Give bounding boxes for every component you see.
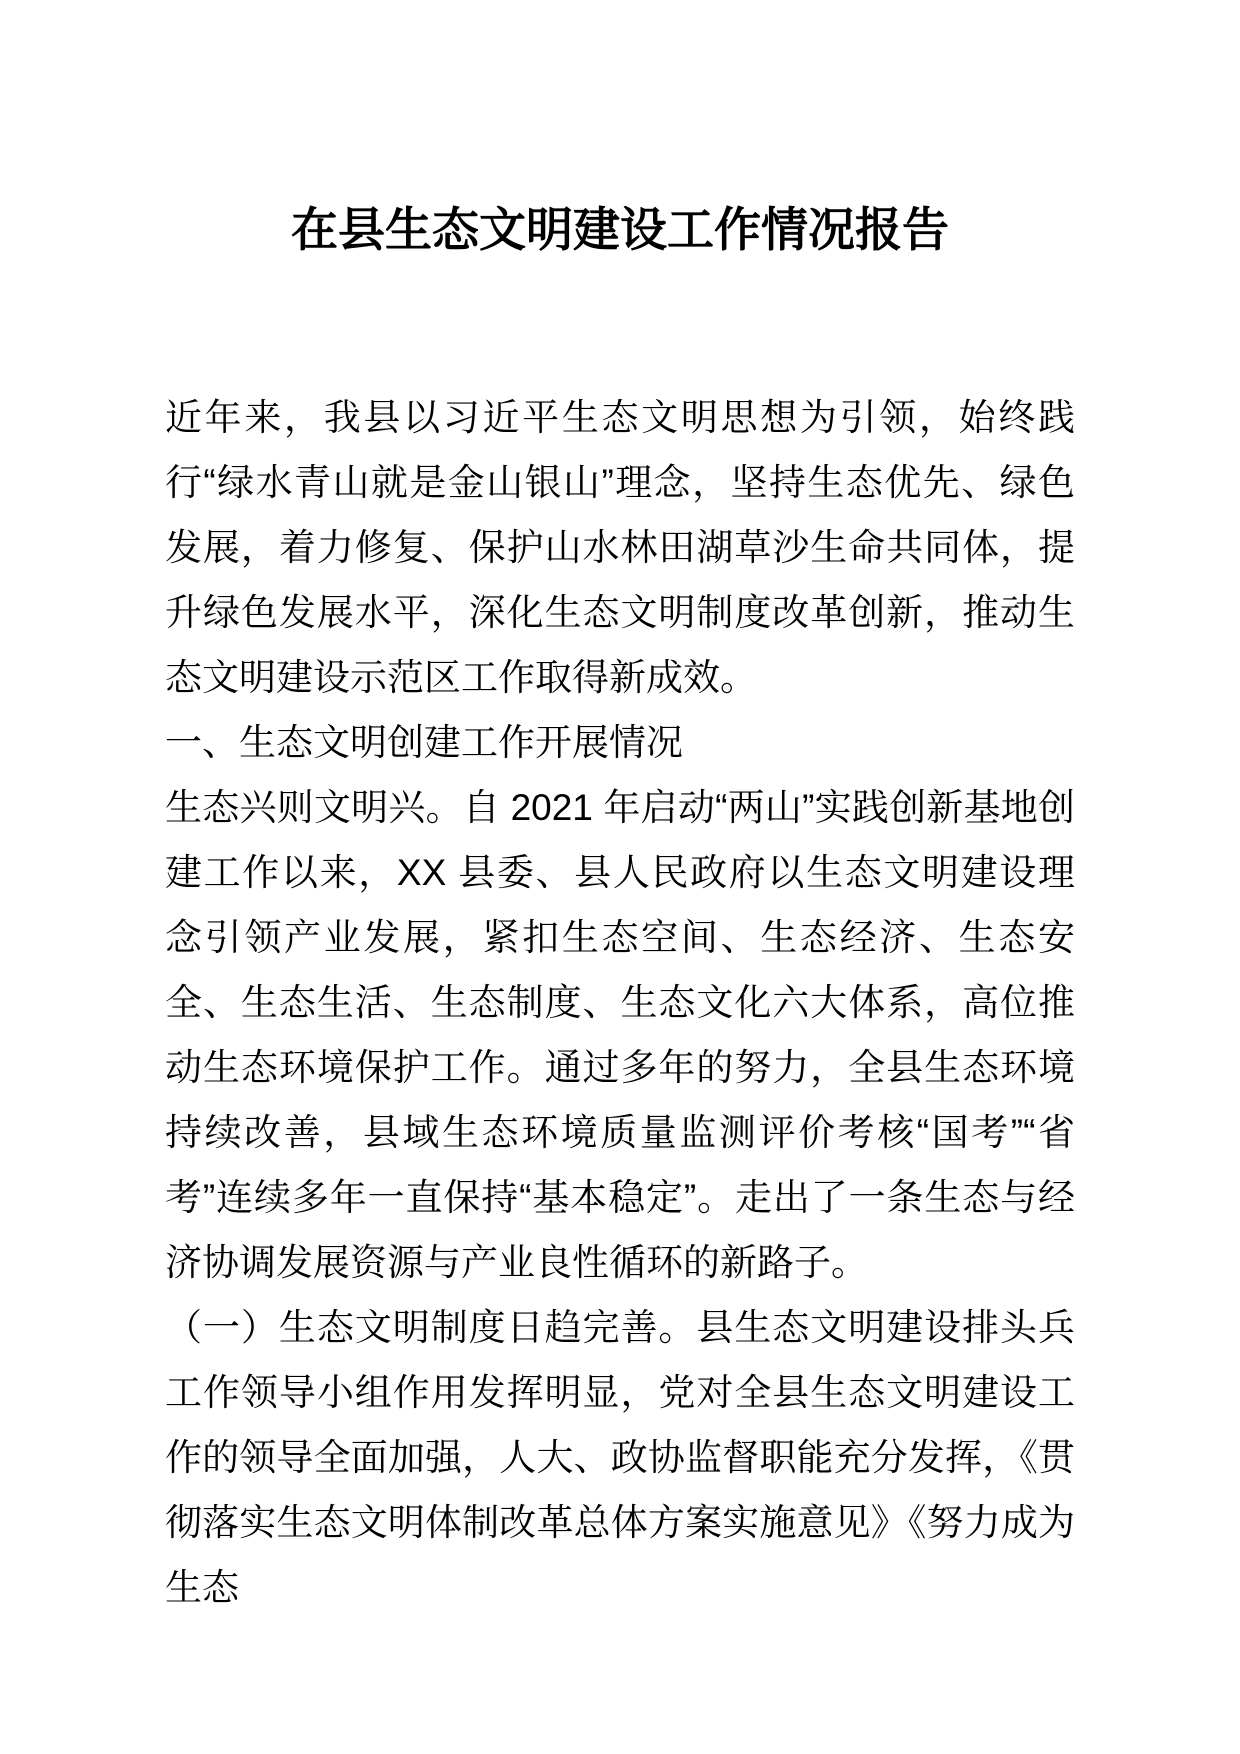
paragraph-intro: 近年来，我县以习近平生态文明思想为引领，始终践行“绿水青山就是金山银山”理念，坚持生态优先、绿色发展，着力修复、保护山水林田湖草沙生命共同体，提升绿色发展水平，深化生态文明制度改革创新，推动生态文明建设示范区工作取得新成效。 [165, 397, 1075, 698]
document-content [165, 195, 1075, 1620]
document-title: 在县生态文明建设工作情况报告 [291, 203, 949, 256]
paragraph-subsection-1-1: （一）生态文明制度日趋完善。县生态文明建设排头兵工作领导小组作用发挥明显，党对全县生态文明建设工作的领导全面加强，人大、政协监督职能充分发挥，《贯彻落实生态文明体制改革总体方案实施意见》《努力成为生态 [165, 1307, 1075, 1608]
paragraph-section-1-body: 生态兴则文明兴。自 2021 年启动“两山”实践创新基地创建工作以来，XX 县委、县人民政府以生态文明建设理念引领产业发展，紧扣生态空间、生态经济、生态安全、生态生活、生态制度、生态文化六大体系，高位推动生态环境保护工作。通过多年的努力，全县生态环境持续改善，县域生态环境质量监测评价考核“国考”“省考”连续多年一直保持“基本稳定”。走出了一条生态与经济协调发展资源与产业良性循环的新路子。 [165, 787, 1075, 1283]
section-heading-1: 一、生态文明创建工作开展情况 [165, 722, 683, 763]
